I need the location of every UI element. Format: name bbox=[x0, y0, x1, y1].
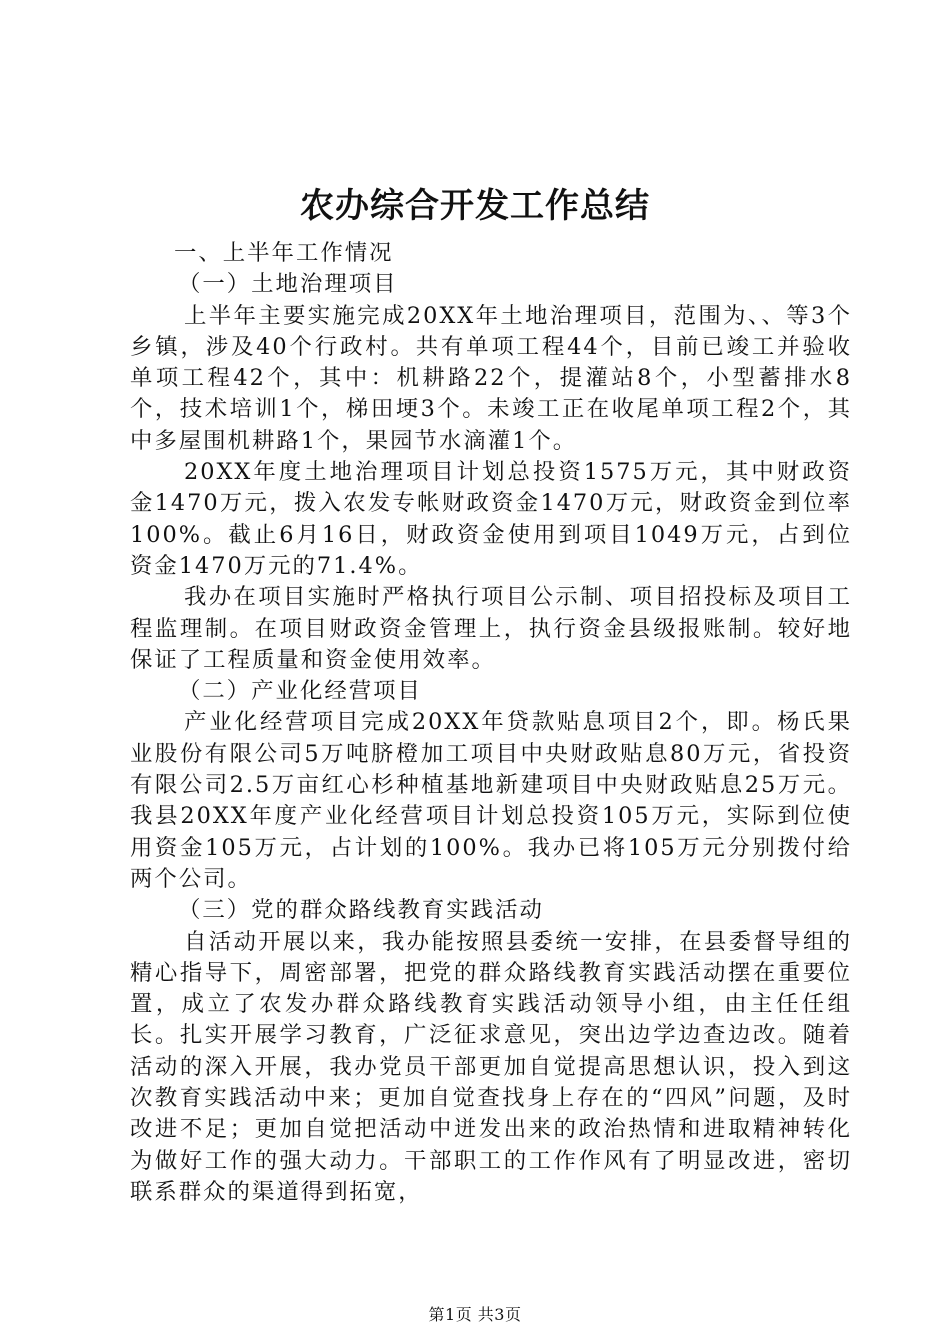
paragraph: 产业化经营项目完成20XX年贷款贴息项目2个，即。杨氏果业股份有限公司5万吨脐橙加工项目中央财政贴息80万元，省投资有限公司2.5万亩红心杉种植基地新建项目中央财政贴息25万元。我县20XX年度产业化经营项目计划总投资105万元，实际到位使用资金105万元，占计划的100%。我办已将105万元分别拨付给两个公司。 bbox=[130, 709, 852, 892]
paragraph: 20XX年度土地治理项目计划总投资1575万元，其中财政资金1470万元，拨入农发专帐财政资金1470万元，财政资金到位率100%。截止6月16日，财政资金使用到项目1049万元，占到位资金1470万元的71.4%。 bbox=[130, 459, 852, 579]
document-body bbox=[130, 238, 852, 1208]
subsection-heading: （二）产业化经营项目 bbox=[178, 678, 422, 705]
paragraph: 我办在项目实施时严格执行项目公示制、项目招投标及项目工程监理制。在项目财政资金管理上，执行资金县级报账制。较好地保证了工程质量和资金使用效率。 bbox=[130, 584, 852, 673]
page-footer: 第1页 共3页 bbox=[428, 1305, 522, 1324]
paragraph: 上半年主要实施完成20XX年土地治理项目，范围为、、等3个乡镇，涉及40个行政村。共有单项工程44个，目前已竣工并验收单项工程42个，其中：机耕路22个，提灌站8个，小型蓄排水8个，技术培训1个，梯田埂3个。未竣工正在收尾单项工程2个，其中多屋围机耕路1个，果园节水滴灌1个。 bbox=[130, 302, 852, 454]
section-heading: 一、上半年工作情况 bbox=[174, 240, 394, 266]
subsection-heading: （三）党的群众路线教育实践活动 bbox=[178, 897, 544, 924]
subsection-heading: （一）土地治理项目 bbox=[178, 271, 398, 298]
document-title: 农办综合开发工作总结 bbox=[300, 186, 650, 226]
paragraph: 自活动开展以来，我办能按照县委统一安排，在县委督导组的精心指导下，周密部署，把党的群众路线教育实践活动摆在重要位置，成立了农发办群众路线教育实践活动领导小组，由主任任组长。扎实开展学习教育，广泛征求意见，突出边学边查边改。随着活动的深入开展，我办党员干部更加自觉提高思想认识，投入到这次教育实践活动中来；更加自觉查找身上存在的“四风”问题，及时改进不足；更加自觉把活动中迸发出来的政治热情和进取精神转化为做好工作的强大动力。干部职工的工作作风有了明显改进，密切联系群众的渠道得到拓宽， bbox=[130, 928, 852, 1205]
